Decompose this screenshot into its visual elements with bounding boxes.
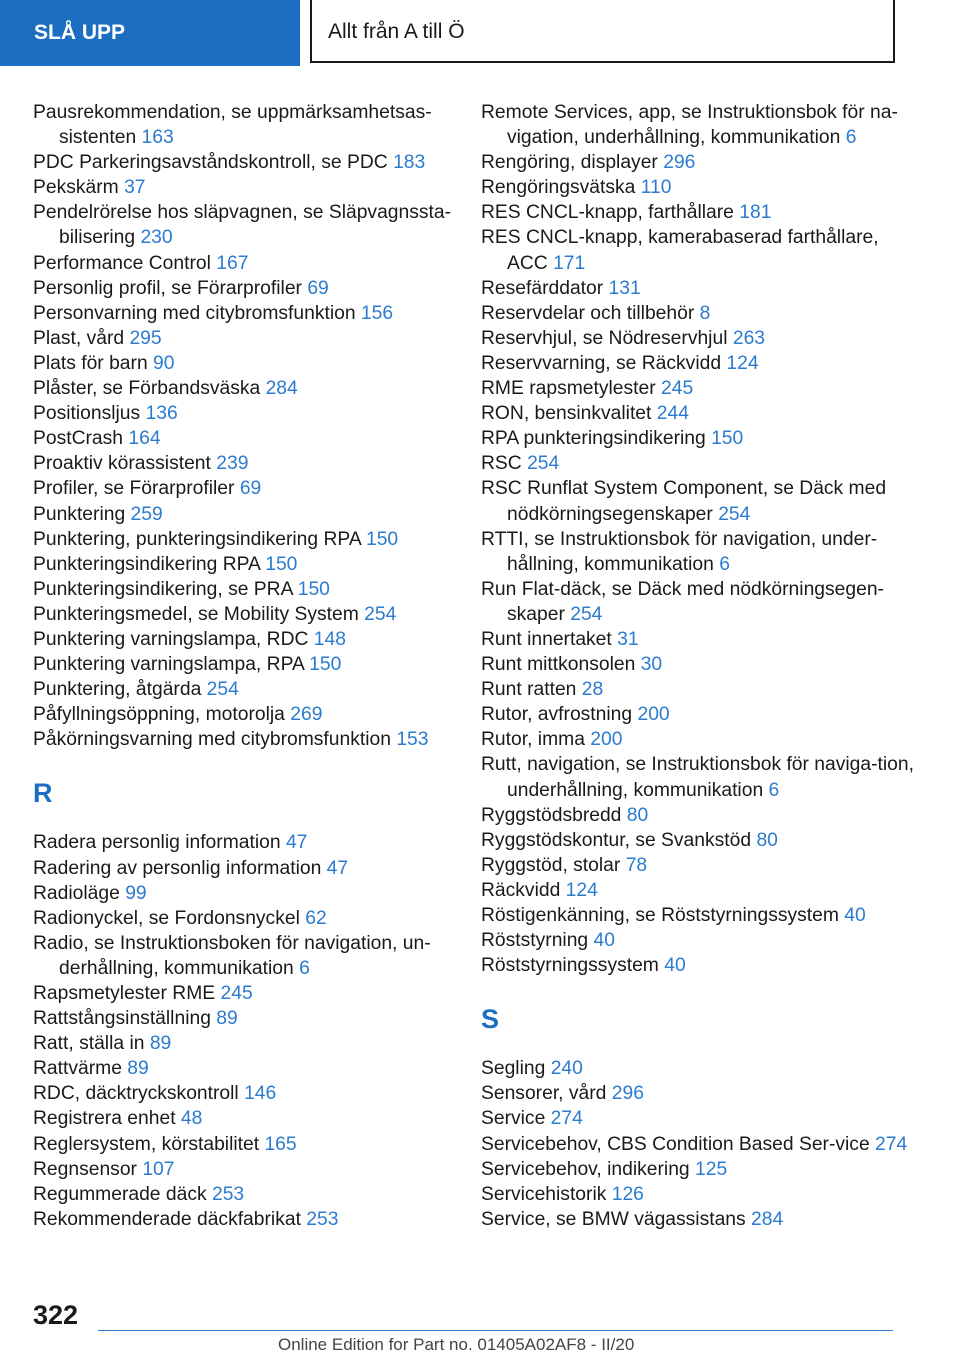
index-entry-text: Punktering varningslampa, RDC bbox=[33, 628, 309, 650]
page-reference-link[interactable]: 89 bbox=[127, 1058, 149, 1080]
index-entry bbox=[481, 577, 921, 627]
index-entry bbox=[33, 1006, 473, 1031]
index-entry-text: Runt ratten bbox=[481, 679, 577, 701]
index-entry-text: RDC, däcktryckskontroll bbox=[33, 1083, 239, 1105]
index-entry bbox=[481, 1157, 921, 1182]
page-reference-link[interactable]: 8 bbox=[699, 302, 711, 324]
index-entry-text: Runt innertaket bbox=[481, 628, 612, 650]
index-entry-text: Resefärddator bbox=[481, 277, 604, 299]
index-entry bbox=[33, 577, 473, 602]
index-entry bbox=[481, 527, 921, 577]
index-entry bbox=[481, 276, 921, 301]
index-entry bbox=[481, 476, 921, 526]
page-reference-link[interactable]: 156 bbox=[360, 302, 394, 324]
page-header bbox=[0, 0, 960, 66]
index-entry-text: Röststyrning bbox=[481, 930, 589, 952]
index-entry bbox=[33, 376, 473, 401]
index-entry bbox=[33, 326, 473, 351]
index-entry bbox=[33, 627, 473, 652]
section-tab[interactable]: SLÅ UPP bbox=[0, 0, 300, 66]
index-entry-text: Räckvidd bbox=[481, 879, 561, 901]
page-reference-link[interactable]: 150 bbox=[365, 528, 399, 550]
page-reference-link[interactable]: 253 bbox=[211, 1183, 245, 1205]
index-entry bbox=[33, 830, 473, 855]
index-entry-text: Profiler, se Förarprofiler bbox=[33, 478, 235, 500]
page-reference-link[interactable]: 230 bbox=[140, 227, 173, 249]
index-entry bbox=[33, 301, 473, 326]
index-entry bbox=[33, 276, 473, 301]
index-entry-text: RSC Runflat System Component, se Däck med nödkörningsegenskaper bbox=[481, 478, 887, 525]
index-entry bbox=[481, 225, 921, 275]
index-entry-text: Radionyckel, se Fordonsnyckel bbox=[33, 907, 300, 929]
index-entry bbox=[33, 602, 473, 627]
page-reference-link[interactable]: 80 bbox=[626, 804, 649, 826]
index-entry-text: Ryggstödskontur, se Svankstöd bbox=[481, 829, 752, 851]
page-reference-link[interactable]: 254 bbox=[718, 503, 751, 525]
page-reference-link[interactable]: 200 bbox=[590, 729, 623, 751]
page-reference-link[interactable]: 269 bbox=[290, 704, 323, 726]
page-reference-link[interactable]: 150 bbox=[297, 578, 330, 600]
index-entry-text: Påfyllningsöppning, motorolja bbox=[33, 704, 285, 726]
page-reference-link[interactable]: 89 bbox=[149, 1033, 172, 1055]
page-reference-link[interactable]: 164 bbox=[128, 428, 161, 450]
page-reference-link[interactable]: 69 bbox=[239, 478, 262, 500]
index-entry bbox=[33, 451, 473, 476]
index-entry-text: RPA punkteringsindikering bbox=[481, 428, 706, 450]
page-reference-link[interactable]: 254 bbox=[570, 603, 603, 625]
index-entry-text: Rutor, avfrostning bbox=[481, 704, 633, 726]
index-entry bbox=[33, 1157, 473, 1182]
index-entry-text: Rengöring, displayer bbox=[481, 152, 658, 174]
page-reference-link[interactable]: 274 bbox=[550, 1108, 583, 1130]
index-entry bbox=[481, 150, 921, 175]
index-entry bbox=[33, 1031, 473, 1056]
index-entry-text: RME rapsmetylester bbox=[481, 378, 656, 400]
index-entry-text: Påkörningsvarning med citybromsfunktion bbox=[33, 729, 391, 751]
page-reference-link[interactable]: 254 bbox=[527, 453, 560, 475]
index-entry bbox=[481, 928, 921, 953]
index-entry-text: Personvarning med citybromsfunktion bbox=[33, 302, 356, 324]
index-entry-text: Positionsljus bbox=[33, 403, 141, 425]
page-reference-link[interactable]: 110 bbox=[640, 177, 672, 199]
index-entry bbox=[33, 1182, 473, 1207]
index-entry-text: Punktering bbox=[33, 503, 126, 525]
page-reference-link[interactable]: 48 bbox=[180, 1108, 203, 1130]
index-entry bbox=[33, 476, 473, 501]
index-entry-text: Service, se BMW vägassistans bbox=[481, 1208, 746, 1230]
page-reference-link[interactable]: 28 bbox=[581, 679, 604, 701]
index-entry bbox=[33, 1106, 473, 1131]
letter-heading-r: R bbox=[33, 778, 53, 809]
page-reference-link[interactable]: 125 bbox=[695, 1158, 728, 1180]
index-entry-text: PDC Parkeringsavståndskontroll, se PDC bbox=[33, 152, 388, 174]
index-entry bbox=[33, 906, 473, 931]
index-entry bbox=[481, 1207, 921, 1232]
entries-r-left bbox=[33, 830, 473, 1232]
page-reference-link[interactable]: 245 bbox=[661, 378, 694, 400]
index-entry-text: Run Flat-däck, se Däck med nödkörningsegen-skaper bbox=[481, 578, 884, 625]
page-reference-link[interactable]: 40 bbox=[664, 955, 686, 977]
index-entry bbox=[33, 401, 473, 426]
page-reference-link[interactable]: 253 bbox=[306, 1208, 339, 1230]
index-entry-text: Rutt, navigation, se Instruktionsbok för naviga-tion, underhållning, kommunikation bbox=[481, 754, 914, 801]
index-entry bbox=[481, 175, 921, 200]
index-entry bbox=[33, 1056, 473, 1081]
index-entry bbox=[481, 702, 921, 727]
index-entry bbox=[33, 426, 473, 451]
index-entry bbox=[481, 401, 921, 426]
page-reference-link[interactable]: 263 bbox=[732, 327, 766, 349]
index-entry bbox=[33, 856, 473, 881]
page-reference-link[interactable]: 47 bbox=[285, 832, 308, 854]
page-reference-link[interactable]: 69 bbox=[307, 277, 329, 299]
index-entry-text: Sensorer, vård bbox=[481, 1083, 607, 1105]
page-reference-link[interactable]: 131 bbox=[608, 277, 641, 299]
index-entry-text: Service bbox=[481, 1108, 546, 1130]
page-reference-link[interactable]: 150 bbox=[265, 553, 298, 575]
index-entry-text: Reservvarning, se Räckvidd bbox=[481, 352, 722, 374]
index-entry bbox=[481, 1132, 921, 1157]
page-reference-link[interactable]: 146 bbox=[244, 1083, 277, 1105]
page-reference-link[interactable]: 150 bbox=[309, 654, 342, 676]
index-entry bbox=[33, 702, 473, 727]
index-entry-text: Ratt, ställa in bbox=[33, 1033, 145, 1055]
page-reference-link[interactable]: 31 bbox=[617, 628, 639, 650]
index-entry bbox=[33, 502, 473, 527]
index-entry bbox=[33, 1132, 473, 1157]
index-entry-text: Registrera enhet bbox=[33, 1108, 176, 1130]
page-reference-link[interactable]: 274 bbox=[875, 1133, 908, 1155]
index-entry-text: Regummerade däck bbox=[33, 1183, 207, 1205]
page-reference-link[interactable]: 245 bbox=[220, 983, 253, 1004]
index-entry bbox=[481, 878, 921, 903]
page-reference-link[interactable]: 284 bbox=[265, 378, 298, 400]
index-entry bbox=[481, 1056, 921, 1081]
index-entry bbox=[481, 426, 921, 451]
index-entry bbox=[33, 100, 473, 150]
page-reference-link[interactable]: 150 bbox=[711, 428, 744, 450]
index-entry bbox=[33, 150, 473, 175]
index-entry-text: Proaktiv körassistent bbox=[33, 453, 211, 475]
entries-s bbox=[481, 1056, 921, 1232]
index-entry-text: Punkteringsindikering RPA bbox=[33, 553, 260, 575]
index-entry-text: Punktering, åtgärda bbox=[33, 679, 202, 701]
index-entry bbox=[481, 853, 921, 878]
index-entry-text: Runt mittkonsolen bbox=[481, 654, 636, 676]
index-entry-text: Servicebehov, CBS Condition Based Ser-vice bbox=[481, 1133, 870, 1155]
index-entry-text: Servicehistorik bbox=[481, 1183, 607, 1205]
index-entry-text: Plåster, se Förbandsväska bbox=[33, 378, 261, 400]
page-reference-link[interactable]: 296 bbox=[663, 152, 696, 174]
page-reference-link[interactable]: 296 bbox=[611, 1083, 644, 1105]
index-entry bbox=[33, 552, 473, 577]
page-reference-link[interactable]: 181 bbox=[739, 202, 772, 224]
index-entry-text: RTTI, se Instruktionsbok för navigation, under-hållning, kommunikation bbox=[481, 528, 878, 575]
index-entry-text: Punktering, punkteringsindikering RPA bbox=[33, 528, 361, 550]
index-entry bbox=[481, 828, 921, 853]
index-entry bbox=[33, 351, 473, 376]
page-reference-link[interactable]: 284 bbox=[751, 1208, 784, 1230]
page-reference-link[interactable]: 183 bbox=[393, 152, 426, 174]
index-entry-text: Pausrekommendation, se uppmärksamhetsas-sistenten bbox=[33, 102, 432, 149]
chapter-title: Allt från A till Ö bbox=[310, 0, 895, 63]
index-entry-text: Segling bbox=[481, 1058, 546, 1080]
index-entry-text: PostCrash bbox=[33, 428, 124, 450]
index-entry bbox=[33, 931, 473, 981]
index-column-right bbox=[481, 100, 921, 1232]
index-entry bbox=[481, 200, 921, 225]
page-reference-link[interactable]: 99 bbox=[125, 882, 147, 904]
page-reference-link[interactable]: 89 bbox=[216, 1008, 238, 1030]
index-entry bbox=[33, 251, 473, 276]
index-entry-text: Ryggstödsbredd bbox=[481, 804, 622, 826]
index-entry-text: RES CNCL-knapp, kamerabaserad farthållare, ACC bbox=[481, 227, 879, 274]
index-entry bbox=[33, 175, 473, 200]
index-entry-text: Plast, vård bbox=[33, 327, 125, 349]
index-entry bbox=[481, 1106, 921, 1131]
page-reference-link[interactable]: 47 bbox=[326, 857, 349, 879]
page-reference-link[interactable]: 240 bbox=[550, 1058, 583, 1080]
index-entry-text: Pendelrörelse hos släpvagnen, se Släpvagnssta-bilisering bbox=[33, 202, 452, 249]
footer-divider bbox=[98, 1330, 893, 1331]
index-entry bbox=[481, 326, 921, 351]
edition-text: Online Edition for Part no. 01405A02AF8 - II/20 bbox=[278, 1335, 635, 1354]
index-entry-text: Reservdelar och tillbehör bbox=[481, 302, 695, 324]
index-entry-text: Röstigenkänning, se Röststyrningssystem bbox=[481, 905, 839, 926]
index-entry-text: Servicebehov, indikering bbox=[481, 1158, 690, 1180]
page-reference-link[interactable]: 37 bbox=[124, 177, 146, 199]
page-reference-link[interactable]: 6 bbox=[768, 779, 780, 801]
page-reference-link[interactable]: 107 bbox=[142, 1158, 175, 1180]
index-entry bbox=[33, 527, 473, 552]
page-reference-link[interactable]: 136 bbox=[145, 403, 178, 425]
index-entry-text: Rapsmetylester RME bbox=[33, 983, 216, 1004]
page-reference-link[interactable]: 200 bbox=[637, 704, 670, 726]
page-reference-link[interactable]: 78 bbox=[625, 854, 648, 876]
index-entry-text: Röststyrningssystem bbox=[481, 955, 659, 977]
page-reference-link[interactable]: 124 bbox=[565, 879, 598, 901]
index-entry bbox=[33, 1081, 473, 1106]
index-entry bbox=[33, 200, 473, 250]
index-entry-text: Personlig profil, se Förarprofiler bbox=[33, 277, 302, 299]
index-entry bbox=[481, 301, 921, 326]
index-entry bbox=[481, 1081, 921, 1106]
page-reference-link[interactable]: 239 bbox=[216, 453, 249, 475]
page-reference-link[interactable]: 80 bbox=[756, 829, 778, 851]
page-reference-link[interactable]: 40 bbox=[844, 905, 866, 926]
page-reference-link[interactable]: 259 bbox=[130, 503, 163, 525]
page-reference-link[interactable]: 6 bbox=[845, 127, 857, 149]
index-entry bbox=[481, 100, 921, 150]
index-entry bbox=[481, 727, 921, 752]
entries-p bbox=[33, 100, 473, 752]
index-entry bbox=[481, 752, 921, 802]
index-entry-text: Reglersystem, körstabilitet bbox=[33, 1133, 260, 1155]
index-entry-text: Punktering varningslampa, RPA bbox=[33, 654, 304, 676]
index-entry bbox=[33, 881, 473, 906]
index-entry bbox=[33, 1207, 473, 1232]
index-entry-text: Rattstångsinställning bbox=[33, 1008, 211, 1030]
index-entry-text: Ryggstöd, stolar bbox=[481, 854, 621, 876]
index-entry bbox=[481, 1182, 921, 1207]
index-entry-text: Rengöringsvätska bbox=[481, 177, 636, 199]
index-entry-text: Reservhjul, se Nödreservhjul bbox=[481, 327, 728, 349]
page-reference-link[interactable]: 6 bbox=[299, 957, 310, 979]
index-entry-text: RES CNCL-knapp, farthållare bbox=[481, 202, 734, 224]
page-reference-link[interactable]: 153 bbox=[396, 729, 429, 751]
page-reference-link[interactable]: 171 bbox=[553, 252, 586, 274]
page-reference-link[interactable]: 40 bbox=[593, 930, 615, 952]
page-reference-link[interactable]: 124 bbox=[726, 352, 759, 374]
index-entry-text: Rekommenderade däckfabrikat bbox=[33, 1208, 301, 1230]
index-column-left bbox=[33, 100, 473, 1232]
index-entry bbox=[481, 903, 921, 928]
page-reference-link[interactable]: 167 bbox=[216, 252, 249, 274]
index-entry-text: Rattvärme bbox=[33, 1058, 122, 1080]
index-entry-text: Rutor, imma bbox=[481, 729, 585, 751]
page-reference-link[interactable]: 148 bbox=[313, 628, 346, 650]
index-entry-text: Pekskärm bbox=[33, 177, 119, 199]
page-reference-link[interactable]: 6 bbox=[719, 553, 730, 575]
page-reference-link[interactable]: 90 bbox=[153, 352, 175, 374]
letter-heading-s: S bbox=[481, 1004, 500, 1035]
index-entry bbox=[481, 627, 921, 652]
page-reference-link[interactable]: 244 bbox=[656, 403, 689, 425]
index-entry bbox=[481, 376, 921, 401]
entries-r-right bbox=[481, 100, 921, 978]
index-entry-text: RON, bensinkvalitet bbox=[481, 403, 652, 425]
index-entry-text: RSC bbox=[481, 453, 522, 475]
page-reference-link[interactable]: 295 bbox=[129, 327, 162, 349]
index-entry-text: Radera personlig information bbox=[33, 832, 281, 854]
index-entry-text: Plats för barn bbox=[33, 352, 148, 374]
page-reference-link[interactable]: 62 bbox=[305, 907, 327, 929]
index-entry-text: Punkteringsindikering, se PRA bbox=[33, 578, 293, 600]
index-entry bbox=[481, 677, 921, 702]
index-entry bbox=[481, 351, 921, 376]
page-reference-link[interactable]: 254 bbox=[364, 603, 397, 625]
index-entry-text: Performance Control bbox=[33, 252, 211, 274]
index-entry-text: Punkteringsmedel, se Mobility System bbox=[33, 603, 359, 625]
page-reference-link[interactable]: 163 bbox=[141, 127, 174, 149]
index-entry bbox=[481, 451, 921, 476]
index-entry bbox=[33, 981, 473, 1006]
index-entry bbox=[481, 953, 921, 978]
index-entry bbox=[481, 803, 921, 828]
page-reference-link[interactable]: 165 bbox=[264, 1133, 297, 1155]
index-entry-text: Radio, se Instruktionsboken för navigation, un-derhållning, kommunikation bbox=[33, 932, 431, 979]
index-entry-text: Remote Services, app, se Instruktionsbok för na-vigation, underhållning, kommunikation bbox=[481, 102, 898, 149]
page-number: 322 bbox=[33, 1300, 79, 1330]
index-entry-text: Radering av personlig information bbox=[33, 857, 322, 879]
page-reference-link[interactable]: 30 bbox=[640, 654, 663, 676]
index-entry bbox=[481, 652, 921, 677]
index-entry-text: Regnsensor bbox=[33, 1158, 137, 1180]
index-entry bbox=[33, 652, 473, 677]
index-entry bbox=[33, 727, 473, 752]
page-reference-link[interactable]: 126 bbox=[611, 1183, 644, 1205]
page-reference-link[interactable]: 254 bbox=[206, 679, 239, 701]
index-entry-text: Radioläge bbox=[33, 882, 120, 904]
index-entry bbox=[33, 677, 473, 702]
